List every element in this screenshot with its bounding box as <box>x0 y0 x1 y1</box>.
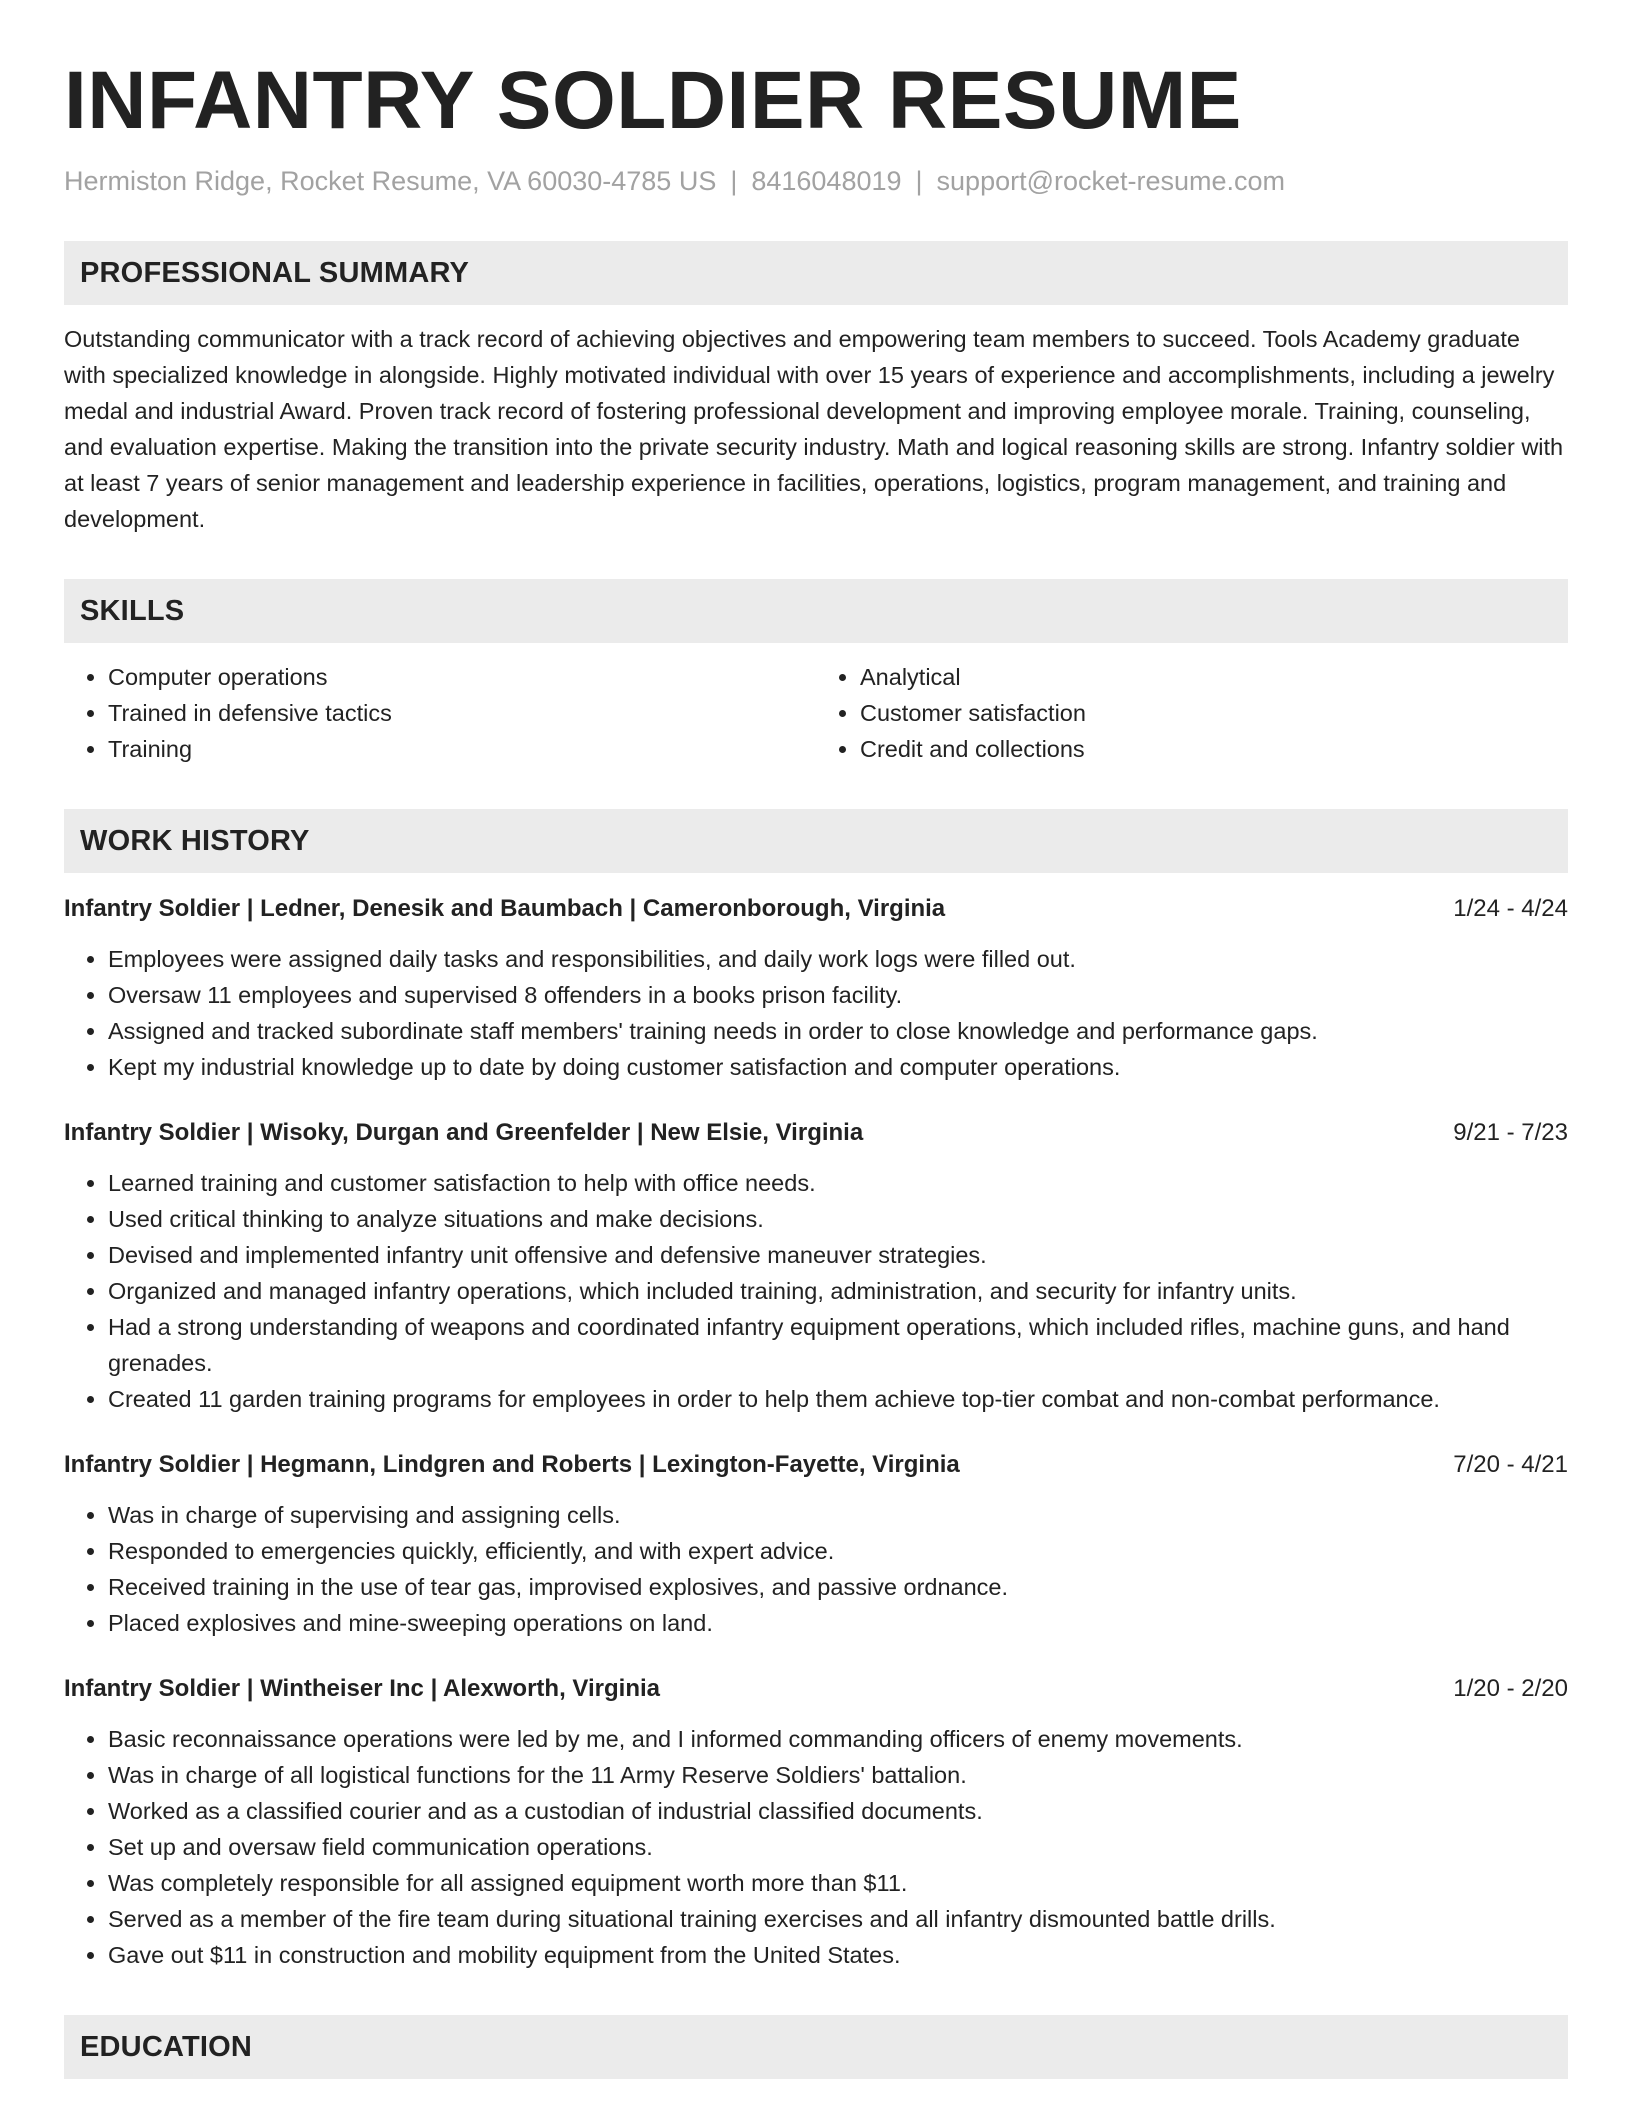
skill-item: • Training <box>108 731 816 767</box>
skill-item: • Trained in defensive tactics <box>108 695 816 731</box>
job-bullet: • Was in charge of supervising and assigning cells. <box>108 1497 1568 1533</box>
job-bullet: • Employees were assigned daily tasks and responsibilities, and daily work logs were filled out. <box>108 941 1568 977</box>
job-bullet: • Served as a member of the fire team during situational training exercises and all infantry dismounted battle drills. <box>108 1901 1568 1937</box>
job-entry <box>64 891 1568 1085</box>
skill-item: • Customer satisfaction <box>860 695 1568 731</box>
job-bullet: • Worked as a classified courier and as a custodian of industrial classified documents. <box>108 1793 1568 1829</box>
contact-address: Hermiston Ridge, Rocket Resume, VA 60030-4785 US <box>64 166 717 197</box>
job-title: Infantry Soldier | Ledner, Denesik and Baumbach | Cameronborough, Virginia <box>64 895 946 923</box>
job-dates: 9/21 - 7/23 <box>1453 1119 1568 1147</box>
summary-text: Outstanding communicator with a track record of achieving objectives and empowering team members to succeed. Tools Academy graduate with specialized knowledge in alongside. Highly motivated individual with over 15 years of experience and accomplishments, including a jewelry medal and industrial Award. Proven track record of fostering professional development and improving employee morale. Training, counseling, and evaluation expertise. Making the transition into the private security industry. Math and logical reasoning skills are strong. Infantry soldier with at least 7 years of senior management and leadership experience in facilities, operations, logistics, program management, and training and development. <box>64 326 1564 533</box>
job-bullet: • Responded to emergencies quickly, efficiently, and with expert advice. <box>108 1533 1568 1569</box>
job-title: Infantry Soldier | Hegmann, Lindgren and Roberts | Lexington-Fayette, Virginia <box>64 1451 960 1479</box>
skill-item: • Credit and collections <box>860 731 1568 767</box>
job-title: Infantry Soldier | Wintheiser Inc | Alexworth, Virginia <box>64 1675 660 1703</box>
job-bullet: • Was in charge of all logistical functions for the 11 Army Reserve Soldiers' battalion. <box>108 1757 1568 1793</box>
job-bullet: • Placed explosives and mine-sweeping operations on land. <box>108 1605 1568 1641</box>
job-bullet: • Created 11 garden training programs for employees in order to help them achieve top-tier combat and non-combat performance. <box>108 1381 1568 1417</box>
skills-column-left <box>64 659 816 767</box>
job-header <box>64 1671 1568 1707</box>
skills-list <box>64 659 1568 767</box>
section-header-summary: PROFESSIONAL SUMMARY <box>64 241 1568 305</box>
job-header <box>64 891 1568 927</box>
contact-email: support@rocket-resume.com <box>936 166 1286 197</box>
job-bullet: • Basic reconnaissance operations were led by me, and I informed commanding officers of enemy movements. <box>108 1721 1568 1757</box>
job-bullets <box>64 1721 1568 1973</box>
job-bullet: • Assigned and tracked subordinate staff members' training needs in order to close knowledge and performance gaps. <box>108 1013 1568 1049</box>
job-bullet: • Was completely responsible for all assigned equipment worth more than $11. <box>108 1865 1568 1901</box>
contact-line <box>64 164 1568 199</box>
skills-column-right <box>816 659 1568 767</box>
job-bullets <box>64 1497 1568 1641</box>
job-title: Infantry Soldier | Wisoky, Durgan and Greenfelder | New Elsie, Virginia <box>64 1119 864 1147</box>
section-header-skills: SKILLS <box>64 579 1568 643</box>
job-bullet: • Oversaw 11 employees and supervised 8 offenders in a books prison facility. <box>108 977 1568 1013</box>
contact-phone: 8416048019 <box>751 166 902 197</box>
job-dates: 1/24 - 4/24 <box>1453 895 1568 923</box>
contact-separator: | <box>915 166 923 197</box>
job-entry <box>64 1115 1568 1417</box>
job-bullet: • Received training in the use of tear gas, improvised explosives, and passive ordnance. <box>108 1569 1568 1605</box>
job-bullet: • Devised and implemented infantry unit offensive and defensive maneuver strategies. <box>108 1237 1568 1273</box>
job-bullets <box>64 1165 1568 1417</box>
job-bullet: • Gave out $11 in construction and mobility equipment from the United States. <box>108 1937 1568 1973</box>
job-bullet: • Had a strong understanding of weapons and coordinated infantry equipment operations, which included rifles, machine guns, and hand grenades. <box>108 1309 1568 1381</box>
job-header <box>64 1115 1568 1151</box>
job-header <box>64 1447 1568 1483</box>
job-bullet: • Used critical thinking to analyze situations and make decisions. <box>108 1201 1568 1237</box>
job-bullets <box>64 941 1568 1085</box>
job-bullet: • Learned training and customer satisfaction to help with office needs. <box>108 1165 1568 1201</box>
skill-item: • Computer operations <box>108 659 816 695</box>
resume-title: INFANTRY SOLDIER RESUME <box>64 55 1242 146</box>
job-entry <box>64 1671 1568 1973</box>
contact-separator: | <box>730 166 738 197</box>
job-bullet: • Kept my industrial knowledge up to date by doing customer satisfaction and computer operations. <box>108 1049 1568 1085</box>
section-header-education: EDUCATION <box>64 2015 1568 2079</box>
job-dates: 7/20 - 4/21 <box>1453 1451 1568 1479</box>
job-entry <box>64 1447 1568 1641</box>
job-bullet: • Organized and managed infantry operations, which included training, administration, and security for infantry units. <box>108 1273 1568 1309</box>
skill-item: • Analytical <box>860 659 1568 695</box>
job-bullet: • Set up and oversaw field communication operations. <box>108 1829 1568 1865</box>
job-dates: 1/20 - 2/20 <box>1453 1675 1568 1703</box>
section-header-work-history: WORK HISTORY <box>64 809 1568 873</box>
